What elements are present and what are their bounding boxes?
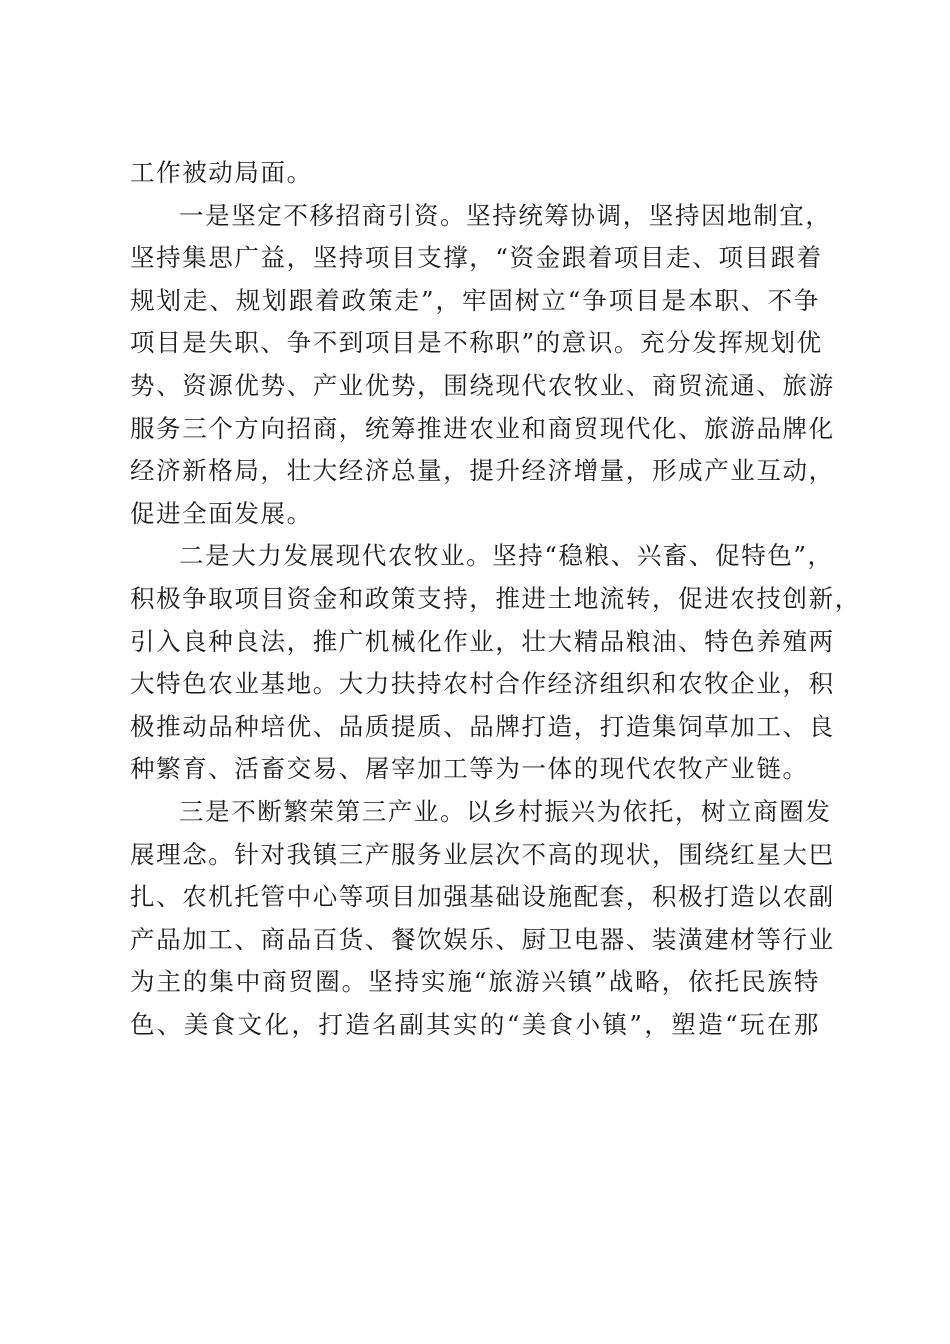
text-line: 坚持集思广益，坚持项目支撑，“资金跟着项目走、项目跟着 bbox=[130, 243, 823, 273]
paragraph-start-line: 二是大力发展现代农牧业。坚持“稳粮、兴畜、促特色”， bbox=[179, 541, 834, 571]
paragraph-start-line: 一是坚定不移招商引资。坚持统筹协调，坚持因地制宜， bbox=[179, 200, 832, 230]
text-line: 促进全面发展。 bbox=[130, 498, 313, 528]
text-line: 极推动品种培优、品质提质、品牌打造，打造集饲草加工、良 bbox=[130, 711, 835, 741]
text-line: 扎、农机托管中心等项目加强基础设施配套，积极打造以农副 bbox=[130, 882, 835, 912]
text-line: 为主的集中商贸圈。坚持实施“旅游兴镇”战略，依托民族特 bbox=[130, 967, 820, 997]
text-line: 项目是失职、争不到项目是不称职”的意识。充分发挥规划优 bbox=[130, 328, 823, 358]
paragraph-start-line: 三是不断繁荣第三产业。以乡村振兴为依托，树立商圈发 bbox=[179, 796, 832, 826]
text-line: 规划走、规划跟着政策走”，牢固树立“争项目是本职、不争 bbox=[130, 285, 820, 315]
text-line: 积极争取项目资金和政策支持，推进土地流转，促进农技创新， bbox=[130, 583, 861, 613]
text-line: 展理念。针对我镇三产服务业层次不高的现状，围绕红星大巴 bbox=[130, 839, 835, 869]
document-body bbox=[130, 152, 861, 1046]
text-line: 种繁育、活畜交易、屠宰加工等为一体的现代农牧产业链。 bbox=[130, 754, 809, 784]
text-line: 大特色农业基地。大力扶持农村合作经济组织和农牧企业，积 bbox=[130, 669, 835, 699]
text-line: 引入良种良法，推广机械化作业，壮大精品粮油、特色养殖两 bbox=[130, 626, 835, 656]
text-line: 工作被动局面。 bbox=[130, 158, 313, 187]
text-line: 产品加工、商品百货、餐饮娱乐、厨卫电器、装潢建材等行业 bbox=[130, 924, 835, 954]
text-line: 色、美食文化，打造名副其实的“美食小镇”，塑造“玩在那 bbox=[130, 1009, 820, 1039]
text-line: 势、资源优势、产业优势，围绕现代农牧业、商贸流通、旅游 bbox=[130, 370, 835, 400]
text-line: 服务三个方向招商，统筹推进农业和商贸现代化、旅游品牌化 bbox=[130, 413, 835, 443]
text-line: 经济新格局，壮大经济总量，提升经济增量，形成产业互动， bbox=[130, 456, 835, 486]
